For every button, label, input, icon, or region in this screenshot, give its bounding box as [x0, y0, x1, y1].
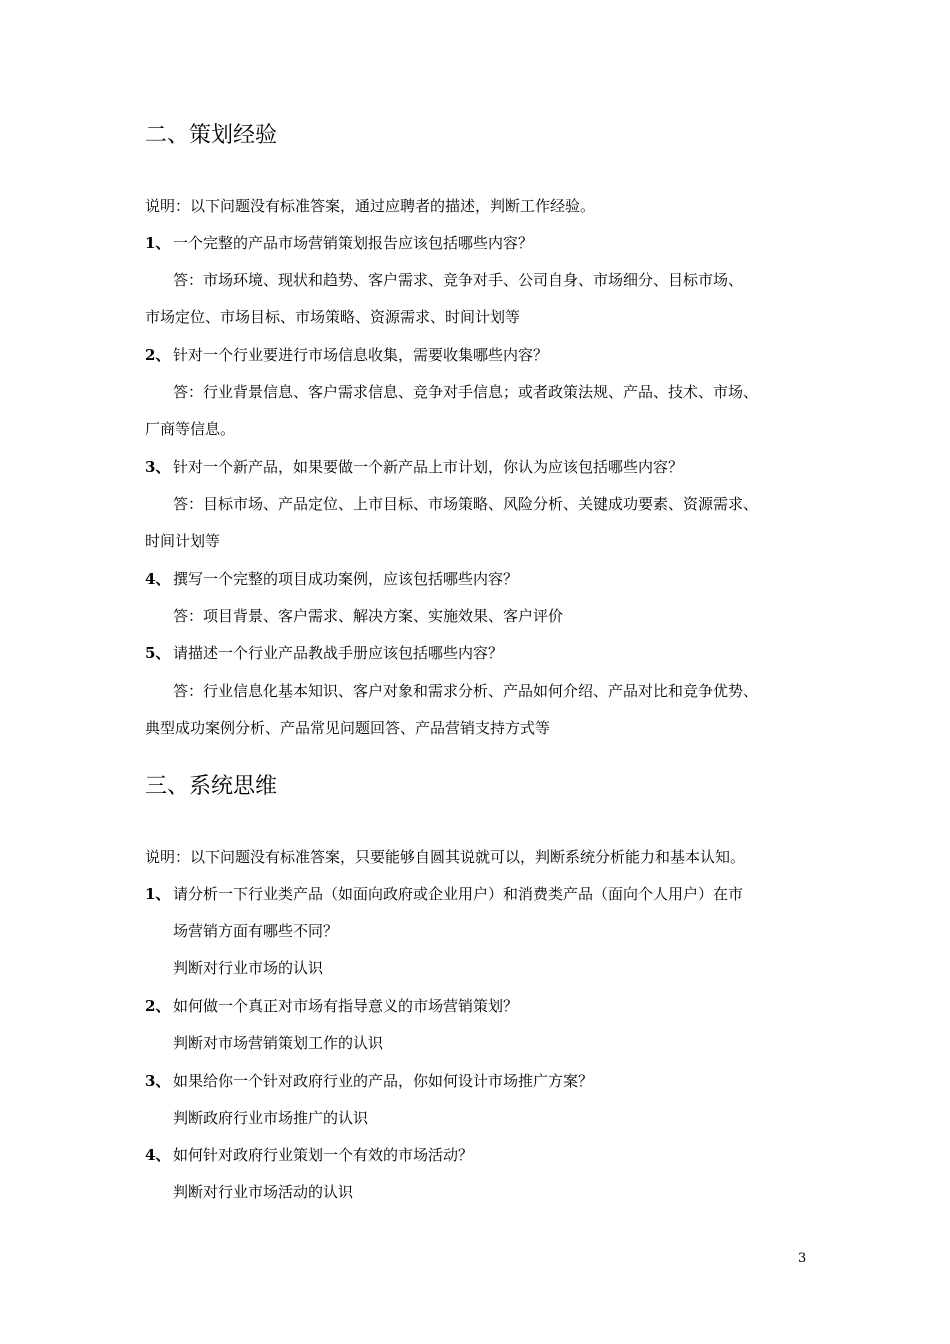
- s3-q2-text: 如何做一个真正对市场有指导意义的市场营销策划？: [173, 997, 519, 1015]
- s3-q3-text: 如果给你一个针对政府行业的产品，你如何设计市场推广方案？: [173, 1072, 594, 1090]
- s2-q2-text: 针对一个行业要进行市场信息收集，需要收集哪些内容？: [173, 346, 549, 364]
- s2-q2-number: 2、: [145, 346, 171, 364]
- s3-q1-text-line-1: 请分析一下行业类产品（如面向政府或企业用户）和消费类产品（面向个人用户）在市: [173, 885, 744, 903]
- s2-q2-answer-line-2: 厂商等信息。: [145, 420, 236, 438]
- s2-q5-answer-line-1: 答：行业信息化基本知识、客户对象和需求分析、产品如何介绍、产品对比和竞争优势、: [173, 682, 759, 700]
- s3-q1-judge: 判断对行业市场的认识: [173, 959, 324, 977]
- s3-q2-number: 2、: [145, 997, 171, 1015]
- s2-q5-text: 请描述一个行业产品教战手册应该包括哪些内容？: [173, 644, 504, 662]
- s2-q1-number: 1、: [145, 234, 171, 252]
- section3-intro: 说明：以下问题没有标准答案，只要能够自圆其说就可以，判断系统分析能力和基本认知。: [145, 848, 746, 866]
- s2-q1-answer-line-2: 市场定位、市场目标、市场策略、资源需求、时间计划等: [145, 308, 521, 326]
- section-heading-systems-thinking: 三、系统思维: [145, 774, 278, 799]
- section2-intro: 说明：以下问题没有标准答案，通过应聘者的描述，判断工作经验。: [145, 197, 596, 215]
- s2-q4-text: 撰写一个完整的项目成功案例，应该包括哪些内容？: [173, 570, 519, 588]
- s3-q1-number: 1、: [145, 885, 171, 903]
- s2-q3-text: 针对一个新产品，如果要做一个新产品上市计划，你认为应该包括哪些内容？: [173, 458, 684, 476]
- s2-q5-answer-line-2: 典型成功案例分析、产品常见问题回答、产品营销支持方式等: [145, 719, 551, 737]
- s2-q1-text: 一个完整的产品市场营销策划报告应该包括哪些内容？: [173, 234, 534, 252]
- s3-q3-judge: 判断政府行业市场推广的认识: [173, 1109, 369, 1127]
- s2-q3-answer-line-2: 时间计划等: [145, 532, 221, 550]
- page-number: 3: [798, 1251, 807, 1266]
- s2-q4-number: 4、: [145, 570, 171, 588]
- s3-q2-judge: 判断对市场营销策划工作的认识: [173, 1034, 384, 1052]
- s3-q4-number: 4、: [145, 1146, 171, 1164]
- s2-q3-number: 3、: [145, 458, 171, 476]
- section-heading-planning-experience: 二、策划经验: [145, 123, 278, 148]
- s2-q5-number: 5、: [145, 644, 171, 662]
- s3-q4-judge: 判断对行业市场活动的认识: [173, 1183, 354, 1201]
- s3-q4-text: 如何针对政府行业策划一个有效的市场活动？: [173, 1146, 474, 1164]
- s2-q2-answer-line-1: 答：行业背景信息、客户需求信息、竞争对手信息；或者政策法规、产品、技术、市场、: [173, 383, 759, 401]
- s2-q4-answer-line-1: 答：项目背景、客户需求、解决方案、实施效果、客户评价: [173, 607, 564, 625]
- s2-q3-answer-line-1: 答：目标市场、产品定位、上市目标、市场策略、风险分析、关键成功要素、资源需求、: [173, 495, 759, 513]
- s3-q3-number: 3、: [145, 1072, 171, 1090]
- s2-q1-answer-line-1: 答：市场环境、现状和趋势、客户需求、竞争对手、公司自身、市场细分、目标市场、: [173, 271, 744, 289]
- s3-q1-text-line-2: 场营销方面有哪些不同？: [173, 922, 339, 940]
